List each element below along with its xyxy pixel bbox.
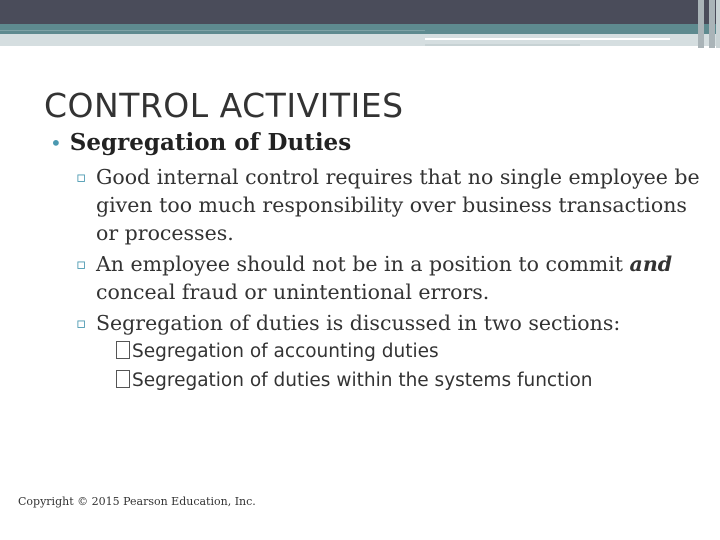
- header-rule: [0, 30, 425, 31]
- subpoint-text-post: conceal fraud or unintentional errors.: [96, 280, 490, 304]
- header-rule-white: [425, 38, 670, 40]
- section-item: [116, 370, 593, 391]
- section-item-text: Segregation of accounting duties: [132, 341, 439, 362]
- header-band-teal: [0, 24, 720, 34]
- subpoint-text: Good internal control requires that no single employee be given too much responsibility over business transactions or processes.: [96, 165, 700, 245]
- header-band-light: [0, 34, 720, 46]
- missing-glyph-icon: [116, 341, 130, 359]
- subpoint-text: [76, 250, 701, 306]
- copyright-footer: Copyright © 2015 Pearson Education, Inc.: [18, 495, 256, 508]
- header-band-dark: [0, 0, 720, 24]
- slide-title: CONTROL ACTIVITIES: [44, 86, 404, 125]
- header-vbar: [698, 0, 704, 48]
- subpoint-emphasis: and: [629, 252, 673, 276]
- missing-glyph-icon: [116, 370, 130, 388]
- header-vbar: [716, 0, 720, 48]
- subpoint: [76, 250, 701, 306]
- bullet-heading: [50, 129, 351, 156]
- square-bullet-icon: ▫: [76, 314, 87, 332]
- subpoint: [76, 163, 701, 247]
- header-vbar: [709, 0, 715, 48]
- header-rule-grey: [425, 44, 580, 46]
- square-bullet-icon: ▫: [76, 168, 87, 186]
- subpoint-text: Segregation of duties is discussed in two sections:: [96, 311, 621, 335]
- subpoint-text-pre: An employee should not be in a position to commit: [96, 252, 630, 276]
- section-item-text: Segregation of duties within the systems function: [132, 370, 593, 391]
- subpoint: [76, 309, 701, 337]
- bullet-heading-text: Segregation of Duties: [69, 129, 352, 156]
- bullet-dot-icon: •: [50, 131, 62, 155]
- square-bullet-icon: ▫: [76, 255, 87, 273]
- section-item: [116, 341, 439, 362]
